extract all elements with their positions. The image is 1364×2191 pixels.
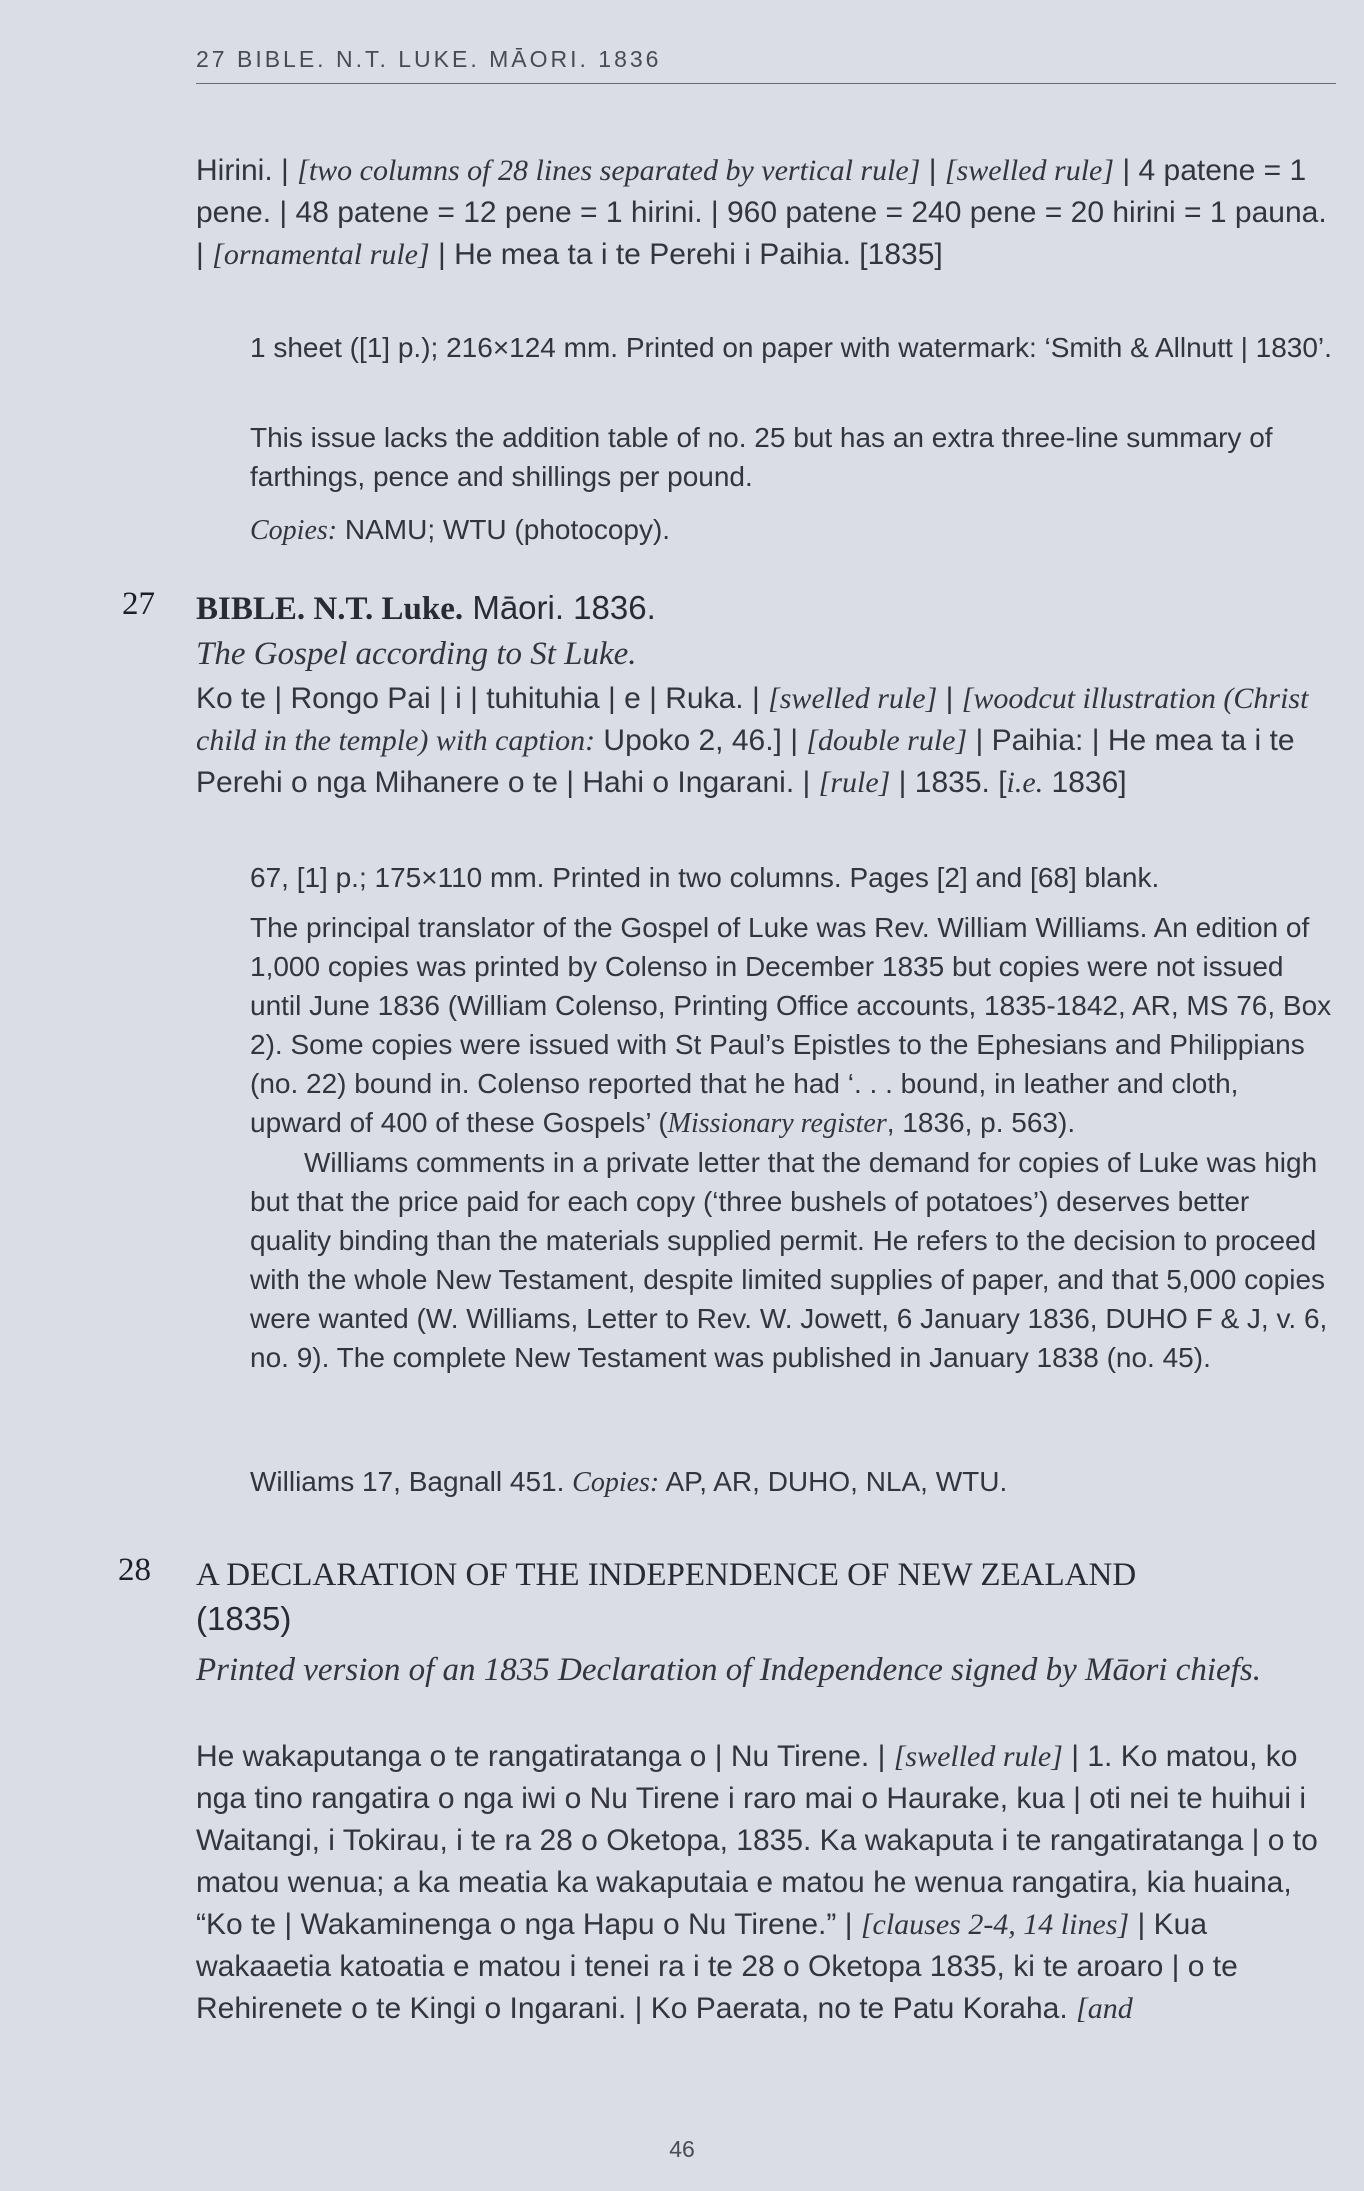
copies-list: AP, AR, DUHO, NLA, WTU. <box>659 1466 1008 1497</box>
italic-segment: [swelled rule] <box>768 682 938 715</box>
italic-segment: [swelled rule] <box>893 1740 1063 1773</box>
text-segment: | 1. Ko matou, ko nga tino rangatira o nga iwi o Nu Tirene i raro mai o Haurake, kua | oti nei te huihui i Waitangi, i Tokirau, i te ra 28 o Oketopa, 1835. Ka wakaputa i te rangatiratanga | o to matou wenua; a ka meatia ka wakaputaia e matou he wenua rangatira, kia huaina, “Ko te | Wakaminenga o nga Hapu o Nu Tirene.” | <box>196 1740 1318 1941</box>
entry-28-heading-caps: A DECLARATION OF THE INDEPENDENCE OF NEW ZEALAND <box>196 1557 1137 1593</box>
text-segment: He wakaputanga o te rangatiratanga o | Nu Tirene. | <box>196 1740 894 1773</box>
text-segment: The principal translator of the Gospel of Luke was Rev. William Williams. An edition of 1,000 copies was printed by Colenso in December 1835 but copies were not issued until June 1836 (William Colenso, Printing Office accounts, 1835-1842, AR, MS 76, Box 2). Some copies were issued with St Paul’s Epistles to the Ephesians and Philippians (no. 22) bound in. Colenso reported that he had ‘. . . bound, in leather and cloth, upward of 400 of these Gospels’ ( <box>250 912 1332 1138</box>
entry-27-title: The Gospel according to St Luke. <box>196 636 637 672</box>
italic-segment: [clauses 2-4, 14 lines] <box>860 1908 1130 1941</box>
entry-27-refs <box>250 1462 1336 1502</box>
italic-segment: [swelled rule] <box>944 154 1115 187</box>
italic-segment: [ornamental rule] <box>212 238 430 271</box>
running-head: 27 BIBLE. N.T. LUKE. MĀORI. 1836 <box>196 46 1336 84</box>
prev-entry-copies <box>250 510 1336 550</box>
text-segment: | <box>920 154 945 187</box>
text-segment: | Paihia: | He mea ta i te Perehi o nga Mihanere o te | Hahi o Ingarani. | <box>196 724 1295 799</box>
entry-number-28: 28 <box>118 1552 151 1588</box>
italic-segment: i.e. <box>1006 766 1044 799</box>
prev-entry-transcription <box>196 150 1336 276</box>
entry-27-note-1 <box>250 908 1336 1143</box>
entry-27-collation: 67, [1] p.; 175×110 mm. Printed in two columns. Pages [2] and [68] blank. <box>250 862 1160 893</box>
text-segment: | <box>937 682 962 715</box>
text-segment: | Kua wakaaetia katoatia e matou i tenei ra i te 28 o Oketopa 1835, ki te aroaro | o te Rehirenete o te Kingi o Ingarani. | Ko Paerata, no te Patu Koraha. <box>196 1908 1238 2025</box>
entry-28-heading <box>196 1552 1336 1641</box>
italic-segment: Missionary register <box>667 1108 887 1139</box>
entry-27-heading <box>196 586 1336 631</box>
entry-27-ref-list: Williams 17, Bagnall 451. <box>250 1466 573 1497</box>
italic-segment: [two columns of 28 lines separated by vertical rule] <box>297 154 921 187</box>
entry-27-heading-rest: Māori. 1836. <box>463 589 656 626</box>
entry-number-27: 27 <box>122 586 155 622</box>
copies-list: NAMU; WTU (photocopy). <box>337 514 671 545</box>
text-segment: Ko te | Rongo Pai | i | tuhituhia | e | Ruka. | <box>196 682 769 715</box>
entry-27-note-2: Williams comments in a private letter that the demand for copies of Luke was high but that the price paid for each copy (‘three bushels of potatoes’) deserves better quality binding than the materials supplied permit. He refers to the decision to proceed with the whole New Testament, despite limited supplies of paper, and that 5,000 copies were wanted (W. Williams, Letter to Rev. W. Jowett, 6 January 1836, DUHO F & J, v. 6, no. 9). The complete New Testament was published in January 1838 (no. 45). <box>250 1147 1328 1373</box>
italic-segment: [double rule] <box>806 724 968 757</box>
text-segment: | 4 patene = 1 pene. | 48 patene = 12 pene = 1 hirini. | 960 patene = 240 pene = 20 hirini = 1 pauna. | <box>196 154 1327 271</box>
italic-segment: [rule] <box>818 766 891 799</box>
entry-28-transcription <box>196 1736 1336 2030</box>
entry-28-heading-year: (1835) <box>196 1600 292 1637</box>
prev-entry-note: This issue lacks the addition table of no. 25 but has an extra three-line summary of farthings, pence and shillings per pound. <box>250 422 1273 492</box>
copies-label: Copies: <box>250 515 338 546</box>
entry-27-transcription <box>196 678 1336 804</box>
prev-entry-collation: 1 sheet ([1] p.); 216×124 mm. Printed on paper with watermark: ‘Smith & Allnutt | 1830’. <box>250 332 1332 363</box>
text-segment: Upoko 2, 46.] | <box>595 724 807 757</box>
text-segment: | He mea ta i te Perehi i Paihia. [1835] <box>429 238 943 271</box>
text-segment: | 1835. [ <box>890 766 1007 799</box>
italic-segment: [and <box>1076 1992 1133 2025</box>
copies-label: Copies: <box>572 1467 660 1498</box>
text-segment: 1836] <box>1043 766 1127 799</box>
text-segment: , 1836, p. 563). <box>886 1107 1076 1138</box>
entry-28-title: Printed version of an 1835 Declaration of Independence signed by Māori chiefs. <box>196 1652 1261 1688</box>
entry-27-notes <box>250 908 1336 1377</box>
entry-27-heading-bold: BIBLE. N.T. Luke. <box>196 591 464 627</box>
page-number: 46 <box>669 2136 695 2162</box>
italic-segment: [woodcut illustration (Christ child in the temple) with caption: <box>196 682 1309 757</box>
text-segment: Hirini. | <box>196 154 298 187</box>
